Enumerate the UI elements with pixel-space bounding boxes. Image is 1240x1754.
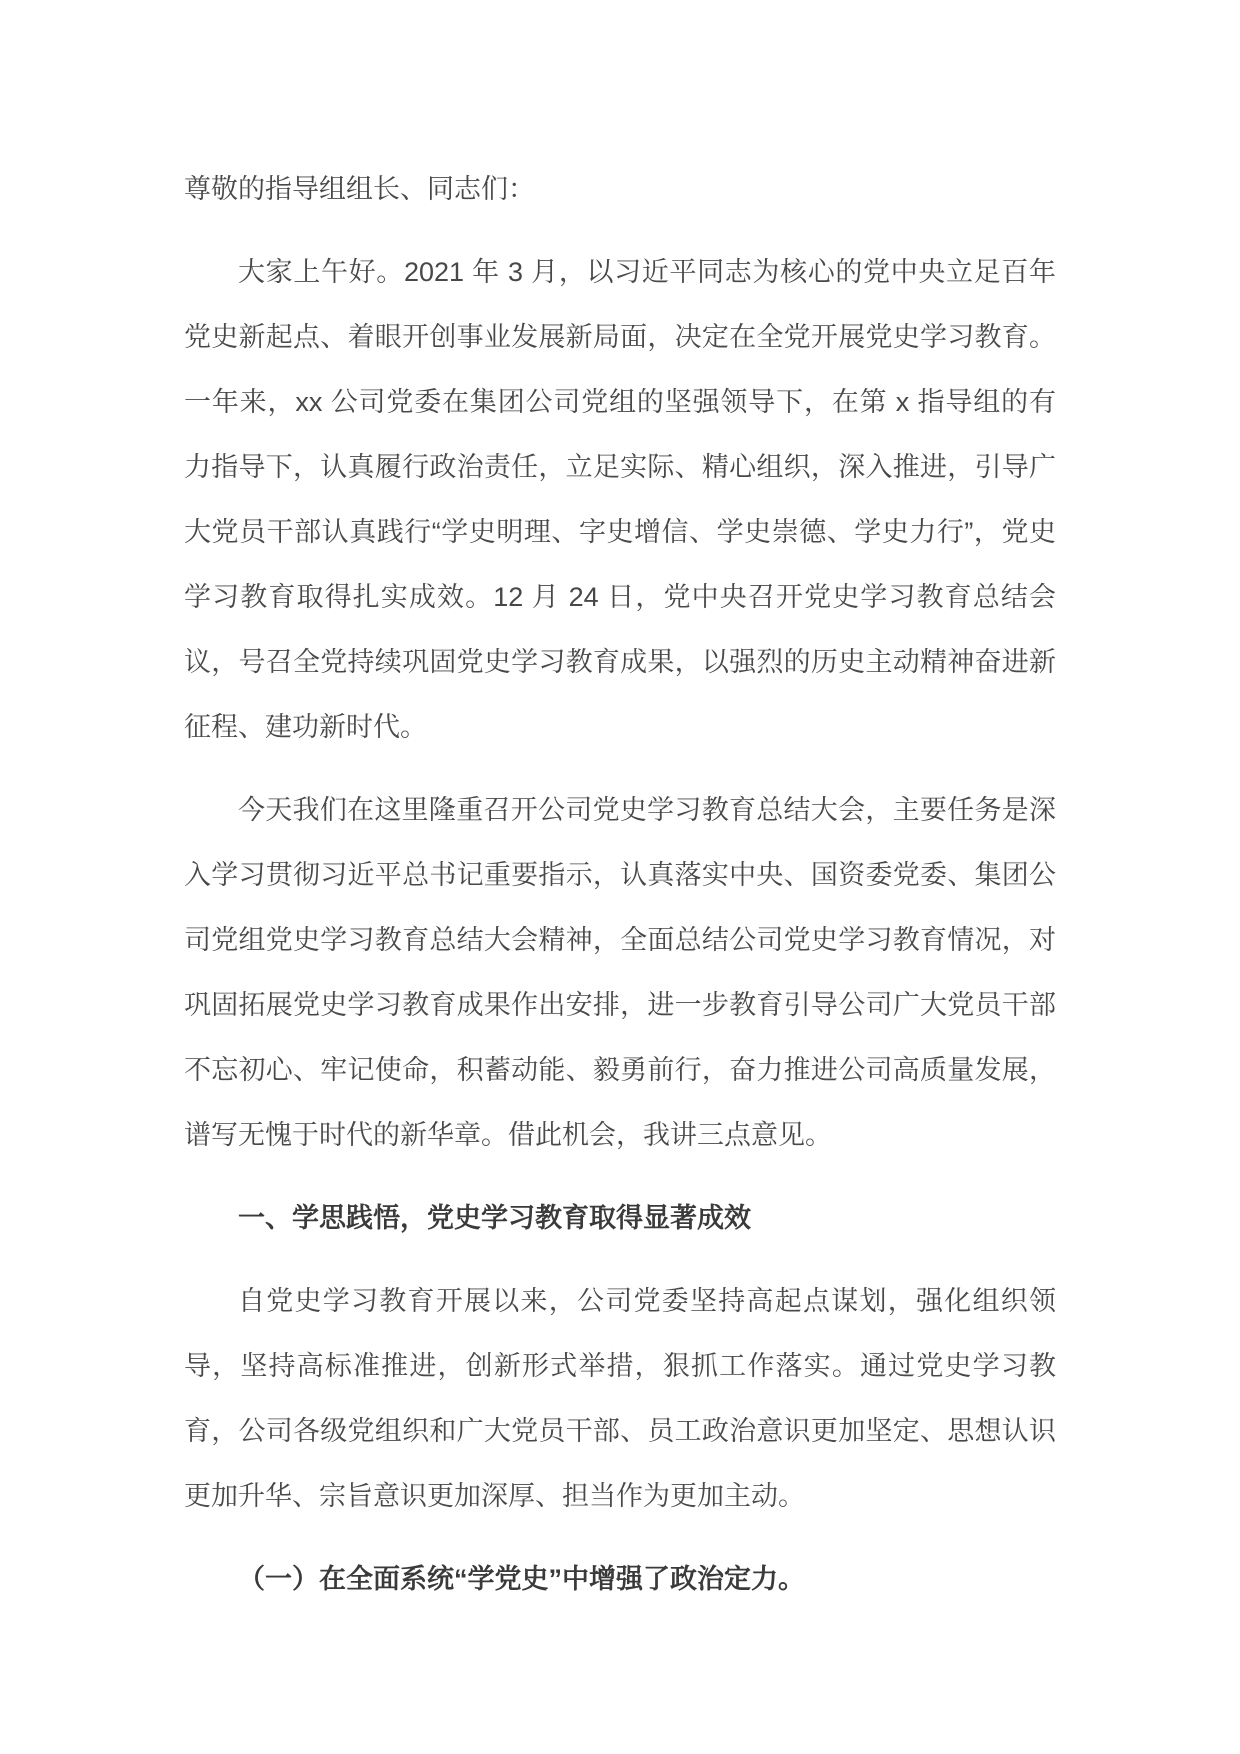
section-heading: 一、学思践悟，党史学习教育取得显著成效 [238, 1203, 751, 1233]
document-content [184, 157, 1056, 1612]
subsection-heading: （一）在全面系统“学党史”中增强了政治定力。 [238, 1564, 805, 1594]
body-paragraph: 自党史学习教育开展以来，公司党委坚持高起点谋划，强化组织领导，坚持高标准推进，创新形式举措，狠抓工作落实。通过党史学习教育，公司各级党组织和广大党员干部、员工政治意识更加坚定、思想认识更加升华、宗旨意识更加深厚、担当作为更加主动。 [184, 1286, 1056, 1511]
body-paragraph: 大家上午好。2021 年 3 月，以习近平同志为核心的党中央立足百年党史新起点、着眼开创事业发展新局面，决定在全党开展党史学习教育。一年来，xx 公司党委在集团公司党组的坚强领导下，在第 x 指导组的有力指导下，认真履行政治责任，立足实际、精心组织，深入推进，引导广大党员干部认真践行“学史明理、字史增信、学史崇德、学史力行”，党史学习教育取得扎实成效。12 月 24 日，党中央召开党史学习教育总结会议，号召全党持续巩固党史学习教育成果，以强烈的历史主动精神奋进新征程、建功新时代。 [184, 257, 1056, 742]
body-paragraph: 今天我们在这里隆重召开公司党史学习教育总结大会，主要任务是深入学习贯彻习近平总书记重要指示，认真落实中央、国资委党委、集团公司党组党史学习教育总结大会精神，全面总结公司党史学习教育情况，对巩固拓展党史学习教育成果作出安排，进一步教育引导公司广大党员干部不忘初心、牢记使命，积蓄动能、毅勇前行，奋力推进公司高质量发展，谱写无愧于时代的新华章。借此机会，我讲三点意见。 [184, 795, 1056, 1150]
salutation-line: 尊敬的指导组组长、同志们： [184, 174, 535, 204]
